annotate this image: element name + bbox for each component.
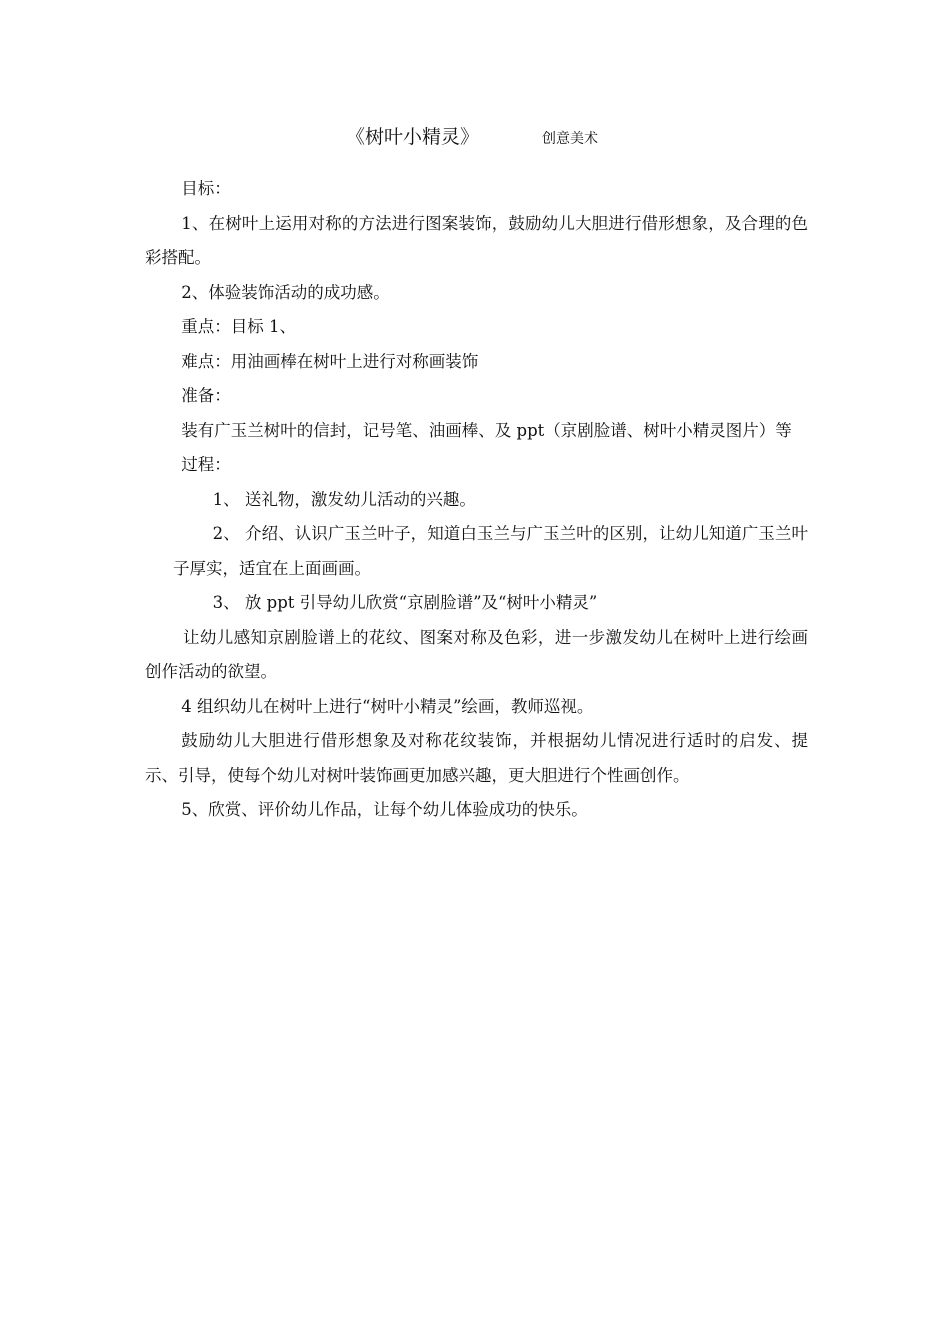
process-step-3-detail: 让幼儿感知京剧脸谱上的花纹、图案对称及色彩，进一步激发幼儿在树叶上进行绘画创作活动的欲望。 [145,627,808,681]
document-body [145,172,808,828]
preparation-heading: 准备： [181,386,231,405]
key-point: 重点：目标 1、 [181,317,297,336]
process-heading: 过程： [181,455,231,474]
process-step-4: 4 组织幼儿在树叶上进行“树叶小精灵”绘画，教师巡视。 [181,696,594,716]
goal-1: 1、在树叶上运用对称的方法进行图案装饰，鼓励幼儿大胆进行借形想象，及合理的色彩搭配。 [145,213,808,267]
process-step-5: 5、欣赏、评价幼儿作品，让每个幼儿体验成功的快乐。 [181,800,588,819]
process-step-2: 2、 介绍、认识广玉兰叶子，知道白玉兰与广玉兰叶的区别，让幼儿知道广玉兰叶子厚实，适宜在上面画画。 [173,524,808,578]
process-step-1: 1、 送礼物，激发幼儿活动的兴趣。 [212,489,476,509]
goals-heading: 目标： [181,179,231,198]
document-title: 《树叶小精灵》 [346,126,480,148]
process-step-3: 3、 放 ppt 引导幼儿欣赏“京剧脸谱”及“树叶小精灵” [212,593,598,612]
title-row [0,121,950,155]
process-step-4-detail: 鼓励幼儿大胆进行借形想象及对称花纹装饰，并根据幼儿情况进行适时的启发、提示、引导，使每个幼儿对树叶装饰画更加感兴趣，更大胆进行个性画创作。 [145,731,808,785]
preparation-content: 装有广玉兰树叶的信封，记号笔、油画棒、及 ppt（京剧脸谱、树叶小精灵图片）等 [181,420,792,440]
difficult-point: 难点：用油画棒在树叶上进行对称画装饰 [181,351,479,371]
document-subtitle: 创意美术 [542,131,598,147]
goal-2: 2、体验装饰活动的成功感。 [181,282,390,302]
